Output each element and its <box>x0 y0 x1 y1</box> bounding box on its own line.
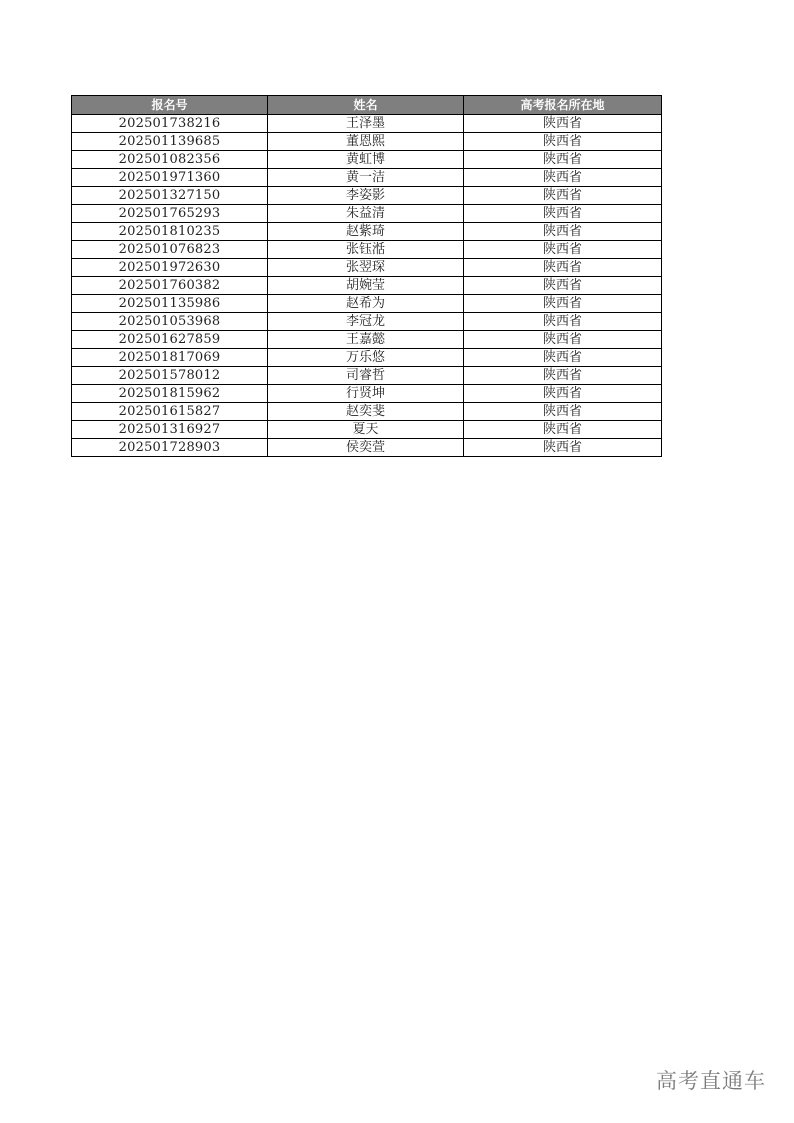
registration-number-cell: 202501615827 <box>72 403 268 421</box>
registration-number-cell: 202501728903 <box>72 439 268 457</box>
registration-number-cell: 202501082356 <box>72 151 268 169</box>
name-cell: 赵奕斐 <box>268 403 464 421</box>
registration-number-cell: 202501972630 <box>72 259 268 277</box>
name-cell: 王泽墨 <box>268 115 464 133</box>
registration-location-cell: 陕西省 <box>464 187 662 205</box>
registration-number-cell: 202501815962 <box>72 385 268 403</box>
name-cell: 朱益清 <box>268 205 464 223</box>
registration-number-cell: 202501765293 <box>72 205 268 223</box>
registration-location-cell: 陕西省 <box>464 259 662 277</box>
registration-location-cell: 陕西省 <box>464 313 662 331</box>
admission-list-table <box>71 95 662 457</box>
table-row <box>72 205 662 223</box>
registration-number-cell: 202501760382 <box>72 277 268 295</box>
name-cell: 司睿哲 <box>268 367 464 385</box>
registration-location-cell: 陕西省 <box>464 241 662 259</box>
registration-number-cell: 202501135986 <box>72 295 268 313</box>
table-row <box>72 133 662 151</box>
registration-number-cell: 202501076823 <box>72 241 268 259</box>
name-cell: 李冠龙 <box>268 313 464 331</box>
table-row <box>72 115 662 133</box>
name-cell: 张钰湉 <box>268 241 464 259</box>
table-row <box>72 403 662 421</box>
table-body <box>72 115 662 457</box>
table-row <box>72 223 662 241</box>
header-registration-location: 高考报名所在地 <box>464 96 662 115</box>
registration-location-cell: 陕西省 <box>464 151 662 169</box>
table-row <box>72 241 662 259</box>
name-cell: 万乐悠 <box>268 349 464 367</box>
registration-number-cell: 202501316927 <box>72 421 268 439</box>
name-cell: 行贤坤 <box>268 385 464 403</box>
name-cell: 赵紫琦 <box>268 223 464 241</box>
registration-number-cell: 202501738216 <box>72 115 268 133</box>
registration-number-cell: 202501578012 <box>72 367 268 385</box>
registration-location-cell: 陕西省 <box>464 295 662 313</box>
registration-location-cell: 陕西省 <box>464 169 662 187</box>
table-row <box>72 313 662 331</box>
name-cell: 王嘉懿 <box>268 331 464 349</box>
registration-number-cell: 202501971360 <box>72 169 268 187</box>
registration-number-cell: 202501817069 <box>72 349 268 367</box>
name-cell: 胡婉莹 <box>268 277 464 295</box>
table-row <box>72 169 662 187</box>
registration-location-cell: 陕西省 <box>464 439 662 457</box>
name-cell: 侯奕萱 <box>268 439 464 457</box>
table-row <box>72 259 662 277</box>
registration-location-cell: 陕西省 <box>464 385 662 403</box>
table-row <box>72 331 662 349</box>
watermark-logo-text: 高考直通车 <box>656 1069 766 1093</box>
name-cell: 董恩熙 <box>268 133 464 151</box>
table-row <box>72 187 662 205</box>
name-cell: 夏天 <box>268 421 464 439</box>
table-row <box>72 367 662 385</box>
table-row <box>72 349 662 367</box>
registration-location-cell: 陕西省 <box>464 115 662 133</box>
registration-location-cell: 陕西省 <box>464 205 662 223</box>
registration-location-cell: 陕西省 <box>464 421 662 439</box>
registration-number-cell: 202501627859 <box>72 331 268 349</box>
registration-location-cell: 陕西省 <box>464 367 662 385</box>
registration-location-cell: 陕西省 <box>464 403 662 421</box>
table-row <box>72 385 662 403</box>
registration-location-cell: 陕西省 <box>464 331 662 349</box>
table-row <box>72 439 662 457</box>
registration-location-cell: 陕西省 <box>464 349 662 367</box>
registration-number-cell: 202501053968 <box>72 313 268 331</box>
table-row <box>72 151 662 169</box>
table-row <box>72 295 662 313</box>
name-cell: 黄一洁 <box>268 169 464 187</box>
header-registration-number: 报名号 <box>72 96 268 115</box>
registration-location-cell: 陕西省 <box>464 133 662 151</box>
table-row <box>72 277 662 295</box>
name-cell: 张翌琛 <box>268 259 464 277</box>
name-cell: 黄虹博 <box>268 151 464 169</box>
table-header-row <box>72 96 662 115</box>
name-cell: 赵希为 <box>268 295 464 313</box>
registration-location-cell: 陕西省 <box>464 277 662 295</box>
registration-number-cell: 202501810235 <box>72 223 268 241</box>
registration-number-cell: 202501139685 <box>72 133 268 151</box>
registration-location-cell: 陕西省 <box>464 223 662 241</box>
table-row <box>72 421 662 439</box>
registration-number-cell: 202501327150 <box>72 187 268 205</box>
name-cell: 李姿影 <box>268 187 464 205</box>
header-name: 姓名 <box>268 96 464 115</box>
